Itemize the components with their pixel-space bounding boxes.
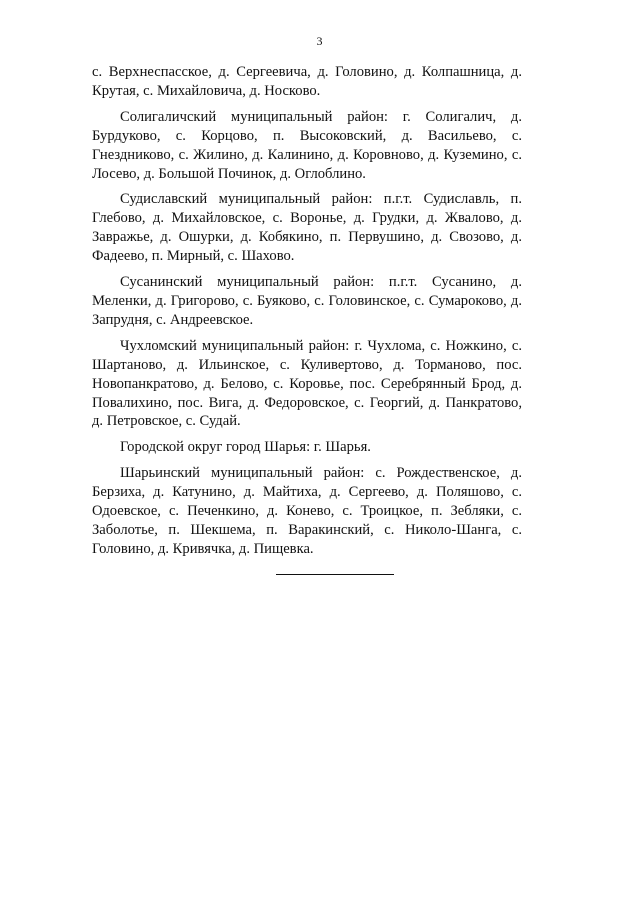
paragraph-soligalich-district: Солигаличский муниципальный район: г. Солигалич, д. Бурдуково, с. Корцово, п. Высоковский, д. Васильево, с. Гнездниково, с. Жилино, д. Калинино, д. Коровново, д. Куземино, с. Лосево, д. Большой Починок, д. Оглоблино. xyxy=(92,108,522,182)
end-separator-line xyxy=(276,574,394,575)
paragraph-continuation: с. Верхнеспасское, д. Сергеевича, д. Головино, д. Колпашница, д. Крутая, с. Михайловича, д. Носково. xyxy=(92,64,522,99)
paragraph-sharya-district: Шарьинский муниципальный район: с. Рождественское, д. Берзиха, д. Катунино, д. Майтиха, д. Сергеево, д. Поляшово, с. Одоевское, с. Печенкино, д. Конево, с. Троицкое, п. Зебляки, с. Заболотье, п. Шекшема, п. Варакинский, с. Николо-Шанга, с. Головино, д. Кривячка, д. Пищевка. xyxy=(92,465,522,557)
paragraph-chukhloma-district: Чухломский муниципальный район: г. Чухлома, с. Ножкино, с. Шартаново, д. Ильинское, с. Куливертово, д. Торманово, пос. Новопанкратово, д. Белово, с. Коровье, пос. Серебрянный Брод, д. Повалихино, пос. Вига, д. Федоровское, с. Георгий, д. Панкратово, д. Петровское, с. Судай. xyxy=(92,337,522,430)
document-body xyxy=(92,63,522,566)
page-number: 3 xyxy=(316,34,323,48)
paragraph-sharya-city: Городской округ город Шарья: г. Шарья. xyxy=(120,439,371,456)
paragraph-sudislavl-district: Судиславский муниципальный район: п.г.т. Судиславль, п. Глебово, д. Михайловское, с. Воронье, д. Грудки, д. Жвалово, д. Завражье, д. Ошурки, д. Кобякино, п. Первушино, д. Свозово, д. Фадеево, п. Мирный, с. Шахово. xyxy=(92,191,522,265)
paragraph-susanino-district: Сусанинский муниципальный район: п.г.т. Сусанино, д. Меленки, д. Григорово, с. Буяково, с. Головинское, с. Сумароково, д. Запрудня, с. Андреевское. xyxy=(92,274,522,328)
